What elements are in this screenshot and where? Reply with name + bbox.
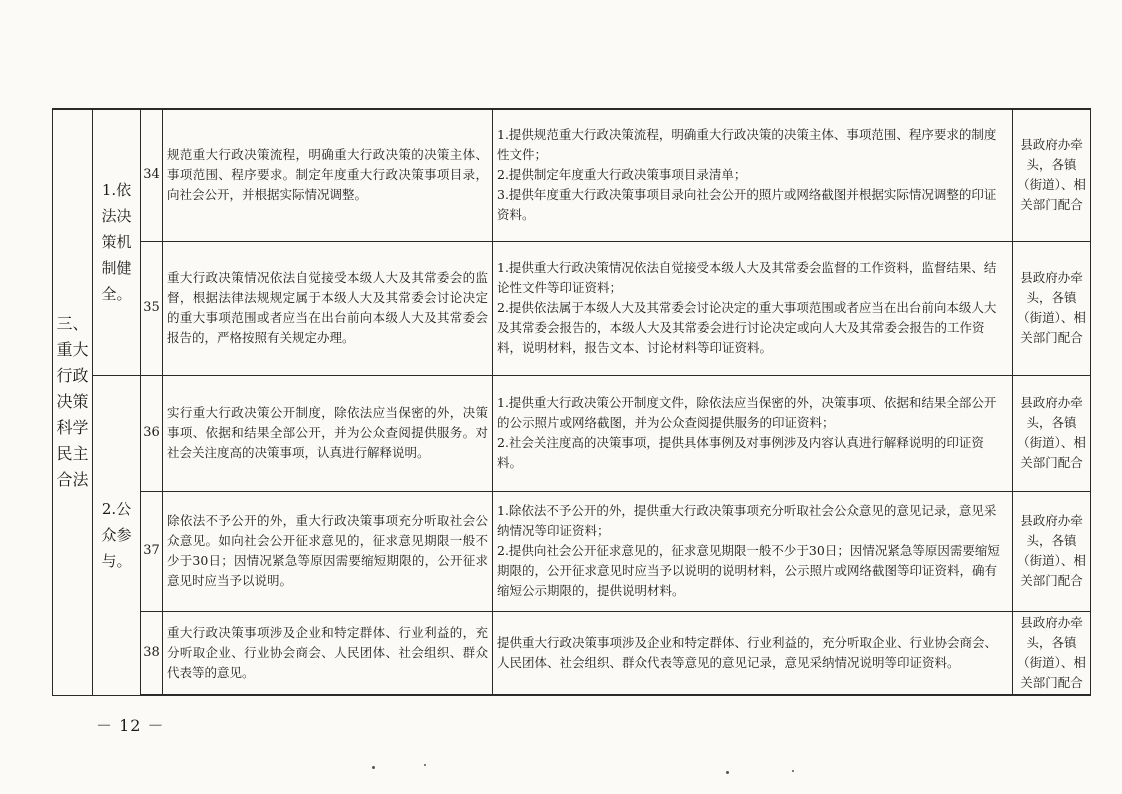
page-number: － 12 － [96, 716, 165, 735]
item-number: 37 [141, 491, 163, 611]
requirement-cell: 除依法不予公开的外，重大行政决策事项充分听取社会公众意见。如向社会公开征求意见的，征求意见期限一般不少于30日；因情况紧急等原因需要缩短期限的，公开征求意见时应当予以说明。 [163, 491, 493, 611]
item-number: 34 [141, 109, 163, 241]
evidence-item: 3.提供年度重大行政决策事项目录向社会公开的照片或网络截图并根据实际情况调整的印证资料。 [497, 187, 997, 223]
evidence-item: 1.提供重大行政决策情况依法自觉接受本级人大及其常委会监督的工作资料，监督结果、结论性文件等印证资料； [497, 260, 997, 295]
evidence-cell [493, 109, 1013, 241]
subcategory-cell: 2.公众参与。 [93, 375, 141, 695]
responsible-cell: 县政府办牵头，各镇（街道）、相关部门配合 [1013, 491, 1091, 611]
scan-speck [792, 770, 794, 772]
evidence-item: 1.提供规范重大行政决策流程，明确重大行政决策的决策主体、事项范围、程序要求的制度性文件； [497, 127, 997, 163]
requirement-cell: 规范重大行政决策流程，明确重大行政决策的决策主体、事项范围、程序要求。制定年度重大行政决策事项目录，向社会公开，并根据实际情况调整。 [163, 109, 493, 241]
evidence-item: 2.社会关注度高的决策事项，提供具体事例及对事例涉及内容认真进行解释说明的印证资料。 [497, 435, 984, 470]
requirement-cell: 重大行政决策情况依法自觉接受本级人大及其常委会的监督，根据法律法规规定属于本级人大及其常委会讨论决定的重大事项范围或者应当在出台前向本级人大及其常委会报告的，严格按照有关规定办理。 [163, 241, 493, 375]
requirement-cell: 实行重大行政决策公开制度，除依法应当保密的外，决策事项、依据和结果全部公开，并为公众查阅提供服务。对社会关注度高的决策事项，认真进行解释说明。 [163, 375, 493, 491]
evidence-cell [493, 491, 1013, 611]
evidence-item: 提供重大行政决策事项涉及企业和特定群体、行业利益的，充分听取企业、行业协会商会、人民团体、社会组织、群众代表等意见的意见记录，意见采纳情况说明等印证资料。 [497, 634, 998, 670]
responsible-cell: 县政府办牵头，各镇（街道）、相关部门配合 [1013, 241, 1091, 375]
table-row [53, 611, 1091, 695]
responsible-cell: 县政府办牵头，各镇（街道）、相关部门配合 [1013, 375, 1091, 491]
table-row [53, 109, 1091, 241]
responsible-cell: 县政府办牵头，各镇（街道）、相关部门配合 [1013, 109, 1091, 241]
item-number: 38 [141, 611, 163, 695]
evidence-cell [493, 241, 1013, 375]
item-number: 35 [141, 241, 163, 375]
scan-speck [372, 766, 375, 769]
category-cell: 三、重大行政决策科学民主合法 [53, 109, 93, 695]
evidence-cell [493, 611, 1013, 695]
evidence-item: 2.提供依法属于本级人大及其常委会讨论决定的重大事项范围或者应当在出台前向本级人大及其常委会报告的，本级人大及其常委会进行讨论决定或向人大及其常委会报告的工作资料，说明材料，报告文本、讨论材料等印证资料。 [497, 300, 997, 355]
table-row [53, 241, 1091, 375]
requirement-cell: 重大行政决策事项涉及企业和特定群体、行业利益的，充分听取企业、行业协会商会、人民团体、社会组织、群众代表等的意见。 [163, 611, 493, 695]
evidence-item: 2.提供向社会公开征求意见的，征求意见期限一般不少于30日；因情况紧急等原因需要缩短期限的，公开征求意见时应当予以说明的说明材料，公示照片或网络截图等印证资料，确有缩短公示期限的，提供说明材料。 [497, 543, 1000, 598]
evidence-item: 1.提供重大行政决策公开制度文件，除依法应当保密的外，决策事项、依据和结果全部公开的公示照片或网络截图，并为公众查阅提供服务的印证资料； [497, 395, 997, 430]
table-row [53, 375, 1091, 491]
evidence-cell [493, 375, 1013, 491]
item-number: 36 [141, 375, 163, 491]
evaluation-table [52, 108, 1091, 696]
evidence-item: 1.除依法不予公开的外，提供重大行政决策事项充分听取社会公众意见的意见记录，意见采纳情况等印证资料； [497, 503, 997, 538]
scan-speck [726, 771, 729, 774]
table-row [53, 491, 1091, 611]
evidence-item: 2.提供制定年度重大行政决策事项目录清单； [497, 167, 747, 183]
subcategory-cell: 1.依法决策机制健全。 [93, 109, 141, 375]
responsible-cell: 县政府办牵头，各镇（街道）、相关部门配合 [1013, 611, 1091, 695]
scan-speck [424, 764, 426, 766]
